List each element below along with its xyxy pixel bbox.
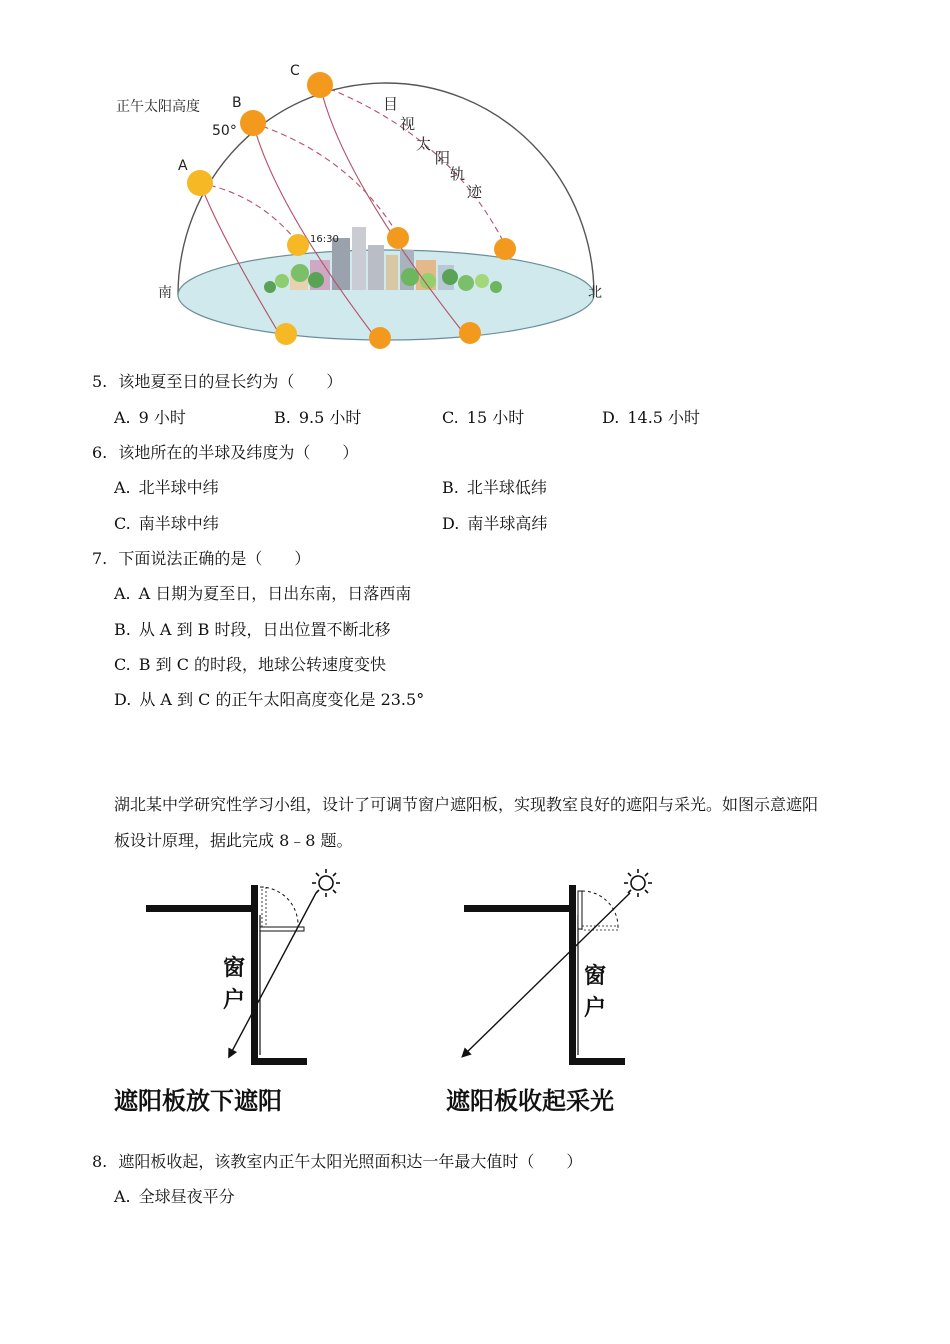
- passage-line: 湖北某中学研究性学习小组，设计了可调节窗户遮阳板，实现教室良好的遮阳与采光。如图示意遮阳: [114, 795, 819, 814]
- panel-shade-down: [114, 869, 340, 1115]
- option-d[interactable]: D. 南半球高纬: [442, 514, 548, 533]
- sun-icon: [312, 869, 340, 897]
- north-label: 北: [588, 285, 602, 301]
- question-number: 8.: [92, 1152, 108, 1171]
- sun-b-icon: [240, 110, 266, 136]
- question-5: [92, 372, 342, 392]
- option-b[interactable]: B. 北半球低纬: [442, 478, 547, 497]
- option-c[interactable]: C. 15 小时: [442, 408, 525, 427]
- option-c[interactable]: C. B 到 C 的时段，地球公转速度变快: [114, 655, 387, 674]
- question-number: 6.: [92, 443, 108, 462]
- option-c[interactable]: C. 南半球中纬: [114, 514, 219, 533]
- window-label: 窗: [584, 964, 607, 989]
- question-text: 遮阳板收起，该教室内正午太阳光照面积达一年最大值时（ ）: [118, 1152, 583, 1171]
- option-b[interactable]: B. 从 A 到 B 时段，日出位置不断北移: [114, 620, 391, 639]
- option-a[interactable]: A. A 日期为夏至日，日出东南，日落西南: [114, 584, 412, 603]
- question-8: [92, 1152, 582, 1172]
- sun-a-icon: [187, 170, 213, 196]
- question-text: 该地所在的半球及纬度为（ ）: [118, 443, 359, 462]
- sun-icon: [624, 869, 652, 897]
- sun-c-label: C: [290, 63, 300, 79]
- caption-shade-up: 遮阳板收起采光: [446, 1087, 614, 1115]
- sunshade-diagram: [110, 865, 670, 1125]
- path-label-char: 轨: [450, 165, 466, 183]
- time-label: 16:30: [310, 234, 339, 245]
- passage: [114, 787, 874, 859]
- path-label-char: 目: [383, 95, 399, 113]
- path-label-char: 太: [416, 135, 432, 153]
- passage-line: 板设计原理，据此完成 8﹣8 题。: [114, 831, 353, 850]
- question-text: 该地夏至日的昼长约为（ ）: [118, 372, 343, 391]
- caption-shade-down: 遮阳板放下遮阳: [114, 1087, 282, 1115]
- south-label: 南: [158, 285, 172, 301]
- question-number: 5.: [92, 372, 108, 391]
- sun-path-diagram: [110, 55, 630, 350]
- option-d[interactable]: D. 14.5 小时: [602, 408, 701, 427]
- panel-shade-up: [446, 869, 652, 1115]
- question-number: 7.: [92, 549, 108, 568]
- angle-label: 50°: [212, 123, 237, 139]
- sun-a-label: A: [178, 158, 188, 174]
- option-b[interactable]: B. 9.5 小时: [274, 408, 362, 427]
- option-d[interactable]: D. 从 A 到 C 的正午太阳高度变化是 23.5°: [114, 690, 425, 709]
- window-label: 户: [584, 996, 607, 1021]
- option-a[interactable]: A. 北半球中纬: [114, 478, 219, 497]
- question-7: [92, 549, 310, 569]
- sun-c-icon: [307, 72, 333, 98]
- window-label: 户: [223, 988, 246, 1013]
- path-label-char: 迹: [467, 183, 483, 201]
- window-label: 窗: [223, 956, 246, 981]
- option-a[interactable]: A. 9 小时: [114, 408, 186, 427]
- sun-b-label: B: [232, 95, 242, 111]
- question-text: 下面说法正确的是（ ）: [118, 549, 311, 568]
- path-label-char: 视: [400, 115, 416, 133]
- question-6: [92, 443, 358, 463]
- path-label-char: 阳: [435, 149, 451, 167]
- figure-title: 正午太阳高度: [116, 99, 200, 115]
- option-a[interactable]: A. 全球昼夜平分: [114, 1187, 235, 1206]
